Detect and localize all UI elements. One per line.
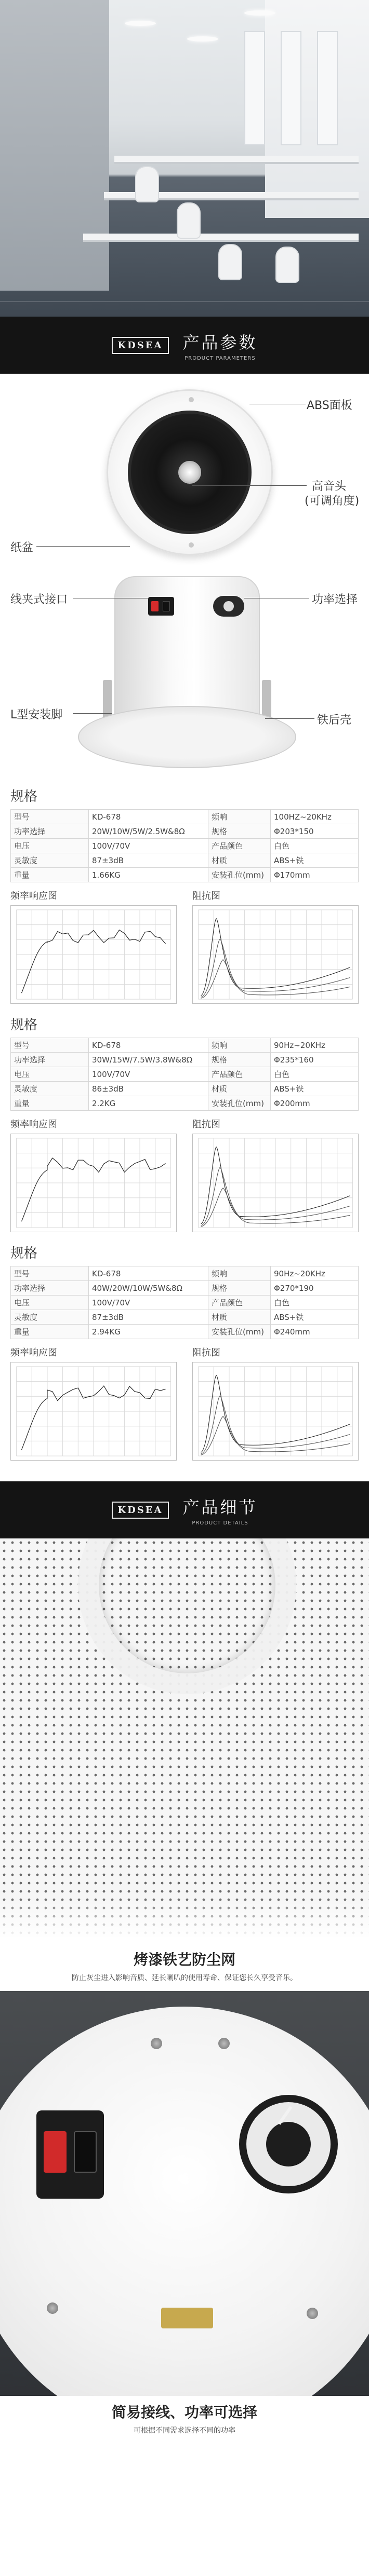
back-plate — [0, 2007, 369, 2396]
spec-key: 重量 — [11, 1096, 89, 1111]
spec-key: 产品颜色 — [208, 1067, 271, 1082]
spec-section-1 — [0, 786, 369, 1004]
table-row — [11, 1067, 359, 1082]
impedance-graph — [192, 905, 359, 1004]
spec-key: 材质 — [208, 1310, 271, 1325]
spec-value: Φ170mm — [271, 868, 359, 882]
spec-key: 频响 — [208, 810, 271, 824]
table-row — [11, 810, 359, 824]
bolt-icon — [307, 2308, 318, 2319]
selector-dial — [223, 601, 234, 611]
dust-grille-closeup — [0, 1538, 369, 1943]
curve-title: 阻抗图 — [192, 1347, 220, 1358]
banner-title-cn: 产品细节 — [182, 1497, 258, 1517]
spec-key: 重量 — [11, 1325, 89, 1339]
clip-terminal — [148, 597, 174, 616]
frequency-response-panel — [10, 1345, 177, 1461]
ceiling-light — [187, 36, 218, 42]
spec-key: 频响 — [208, 1266, 271, 1281]
office-chair — [177, 202, 201, 239]
label-iron-shell: 铁后壳 — [317, 714, 352, 727]
bolt-icon — [47, 2302, 58, 2314]
power-selector-knob — [239, 2095, 338, 2193]
office-desk — [114, 156, 359, 164]
detail-text: 可根据不同需求选择不同的功率 — [134, 2427, 235, 2435]
ceiling-light — [244, 10, 275, 16]
spec-value: 40W/20W/10W/5W&8Ω — [89, 1281, 208, 1296]
spec-key: 规格 — [208, 1281, 271, 1296]
banner-title — [182, 1494, 257, 1526]
spec-value: 86±3dB — [89, 1082, 208, 1096]
section-banner-details — [0, 1481, 369, 1538]
office-desk — [83, 234, 359, 242]
spec-key: 功率选择 — [11, 824, 89, 839]
spec-value: 白色 — [271, 1067, 359, 1082]
impedance-panel — [192, 889, 359, 1004]
spec-value: Φ270*190 — [271, 1281, 359, 1296]
screw-icon — [189, 542, 194, 548]
spec-key: 规格 — [208, 1053, 271, 1067]
brand-logo: KDSEA — [112, 337, 169, 354]
impedance-graph — [192, 1362, 359, 1461]
product-label-tag — [161, 2308, 213, 2328]
office-chair — [275, 247, 299, 283]
curve-row — [10, 1117, 359, 1232]
spec-key: 产品颜色 — [208, 839, 271, 853]
speaker-flange — [78, 706, 296, 768]
spec-value: 白色 — [271, 839, 359, 853]
detail-caption-grille — [0, 1943, 369, 1991]
spec-value: 87±3dB — [89, 853, 208, 868]
spec-key: 电压 — [11, 1067, 89, 1082]
curve-title: 频率响应图 — [10, 1119, 57, 1130]
frequency-response-graph — [10, 1362, 177, 1461]
table-row — [11, 824, 359, 839]
bolt-icon — [151, 2038, 162, 2049]
spec-key: 频响 — [208, 1038, 271, 1053]
terminal-red — [151, 601, 159, 611]
spec-value: 30W/15W/7.5W/3.8W&8Ω — [89, 1053, 208, 1067]
detail-text: 防止灰尘进入影响音质、延长喇叭的使用寿命、保证您长久享受音乐。 — [72, 1974, 297, 1982]
curve-title: 阻抗图 — [192, 891, 220, 902]
section-banner-parameters — [0, 317, 369, 374]
speaker-back-image — [78, 576, 296, 794]
spec-heading: 规格 — [10, 1017, 38, 1033]
spec-value: 100V/70V — [89, 1296, 208, 1310]
spec-key: 灵敏度 — [11, 853, 89, 868]
callout-line — [73, 713, 112, 714]
detail-title: 烤漆铁艺防尘网 — [133, 1951, 235, 1968]
spec-key: 灵敏度 — [11, 1310, 89, 1325]
callout-line — [36, 546, 130, 547]
impedance-panel — [192, 1345, 359, 1461]
office-scene-photo — [0, 0, 369, 317]
spec-key: 电压 — [11, 1296, 89, 1310]
spec-value: KD-678 — [89, 810, 208, 824]
banner-title-en: PRODUCT DETAILS — [192, 1520, 248, 1526]
table-row — [11, 1296, 359, 1310]
spec-key: 产品颜色 — [208, 1296, 271, 1310]
office-chair — [135, 166, 159, 202]
table-row — [11, 868, 359, 882]
spec-value: Φ203*150 — [271, 824, 359, 839]
spec-key: 电压 — [11, 839, 89, 853]
table-row — [11, 1310, 359, 1325]
table-row — [11, 1038, 359, 1053]
spec-value: Φ240mm — [271, 1325, 359, 1339]
banner-title-cn: 产品参数 — [182, 332, 258, 352]
spec-key: 重量 — [11, 868, 89, 882]
detail-title: 简易接线、功率可选择 — [111, 2404, 257, 2421]
spec-value: 90Hz~20KHz — [271, 1266, 359, 1281]
impedance-panel — [192, 1117, 359, 1232]
spec-value: 100V/70V — [89, 839, 208, 853]
spec-value: 100V/70V — [89, 1067, 208, 1082]
brand-logo: KDSEA — [112, 1502, 169, 1519]
impedance-graph — [192, 1134, 359, 1232]
bolt-icon — [218, 2038, 230, 2049]
spec-value: ABS+铁 — [271, 1310, 359, 1325]
spec-value: 1.66KG — [89, 868, 208, 882]
window — [244, 31, 265, 145]
spec-value: Φ235*160 — [271, 1053, 359, 1067]
curve-title: 阻抗图 — [192, 1119, 220, 1130]
window — [317, 31, 338, 145]
spec-value: 20W/10W/5W/2.5W&8Ω — [89, 824, 208, 839]
spec-value: 90Hz~20KHz — [271, 1038, 359, 1053]
power-selector — [213, 596, 244, 617]
table-row — [11, 1053, 359, 1067]
label-abs-panel: ABS面板 — [307, 399, 352, 412]
label-clip-terminal: 线夹式接口 — [10, 593, 68, 606]
frequency-response-panel — [10, 1117, 177, 1232]
banner-title-en: PRODUCT PARAMETERS — [184, 355, 256, 361]
banner-title — [182, 330, 257, 361]
spec-key: 功率选择 — [11, 1281, 89, 1296]
office-chair — [218, 244, 242, 280]
frequency-response-graph — [10, 905, 177, 1004]
spec-value: Φ200mm — [271, 1096, 359, 1111]
spec-section-3 — [0, 1243, 369, 1461]
back-wiring-closeup — [0, 1991, 369, 2396]
grille-center-ring — [78, 1538, 296, 1694]
speaker-front-image — [107, 389, 273, 555]
table-row — [11, 1325, 359, 1339]
grille-fade — [0, 1897, 369, 1943]
label-cone: 纸盆 — [10, 541, 34, 554]
spec-key: 材质 — [208, 1082, 271, 1096]
spec-value: KD-678 — [89, 1038, 208, 1053]
label-tweeter-note: (可调角度) — [305, 495, 360, 508]
table-row — [11, 1082, 359, 1096]
screw-icon — [189, 397, 194, 402]
knob-center — [266, 2122, 311, 2166]
table-row — [11, 839, 359, 853]
curve-row — [10, 889, 359, 1004]
spec-key: 功率选择 — [11, 1053, 89, 1067]
window — [281, 31, 301, 145]
spec-key: 材质 — [208, 853, 271, 868]
callout-line — [192, 485, 307, 486]
spec-table — [10, 809, 359, 882]
detail-caption-wiring — [0, 2396, 369, 2444]
ceiling-light — [125, 21, 156, 26]
tweeter — [178, 461, 201, 484]
wire-terminal — [36, 2110, 104, 2199]
spec-key: 灵敏度 — [11, 1082, 89, 1096]
spec-value: 87±3dB — [89, 1310, 208, 1325]
spec-key: 型号 — [11, 1266, 89, 1281]
curve-title: 频率响应图 — [10, 891, 57, 902]
left-wall — [0, 0, 109, 291]
curve-row — [10, 1345, 359, 1461]
table-row — [11, 1281, 359, 1296]
spec-heading: 规格 — [10, 1246, 38, 1261]
floor-line — [0, 301, 369, 302]
spec-value: ABS+铁 — [271, 853, 359, 868]
callout-line — [265, 718, 314, 719]
spec-key: 型号 — [11, 1038, 89, 1053]
spec-value: KD-678 — [89, 1266, 208, 1281]
spec-value: 白色 — [271, 1296, 359, 1310]
spec-value: 2.2KG — [89, 1096, 208, 1111]
table-row — [11, 1266, 359, 1281]
table-row — [11, 1096, 359, 1111]
terminal-black — [163, 601, 170, 611]
spec-value: 100HZ~20KHz — [271, 810, 359, 824]
label-power-select: 功率选择 — [312, 593, 358, 606]
label-tweeter: 高音头 — [312, 480, 347, 493]
terminal-black — [74, 2131, 97, 2173]
spec-section-2 — [0, 1014, 369, 1232]
spec-table — [10, 1266, 359, 1339]
curve-title: 频率响应图 — [10, 1347, 57, 1358]
frequency-response-graph — [10, 1134, 177, 1232]
spec-key: 型号 — [11, 810, 89, 824]
frequency-response-panel — [10, 889, 177, 1004]
spec-key: 安装孔位(mm) — [208, 1325, 271, 1339]
product-structure-diagram — [0, 374, 369, 841]
spec-value: 2.94KG — [89, 1325, 208, 1339]
table-row — [11, 853, 359, 868]
spec-key: 安装孔位(mm) — [208, 868, 271, 882]
spec-key: 安装孔位(mm) — [208, 1096, 271, 1111]
label-l-bracket: L型安装脚 — [10, 708, 63, 721]
terminal-red — [44, 2131, 67, 2173]
spec-heading: 规格 — [10, 789, 38, 805]
spec-value: ABS+铁 — [271, 1082, 359, 1096]
spec-table — [10, 1038, 359, 1111]
spec-key: 规格 — [208, 824, 271, 839]
